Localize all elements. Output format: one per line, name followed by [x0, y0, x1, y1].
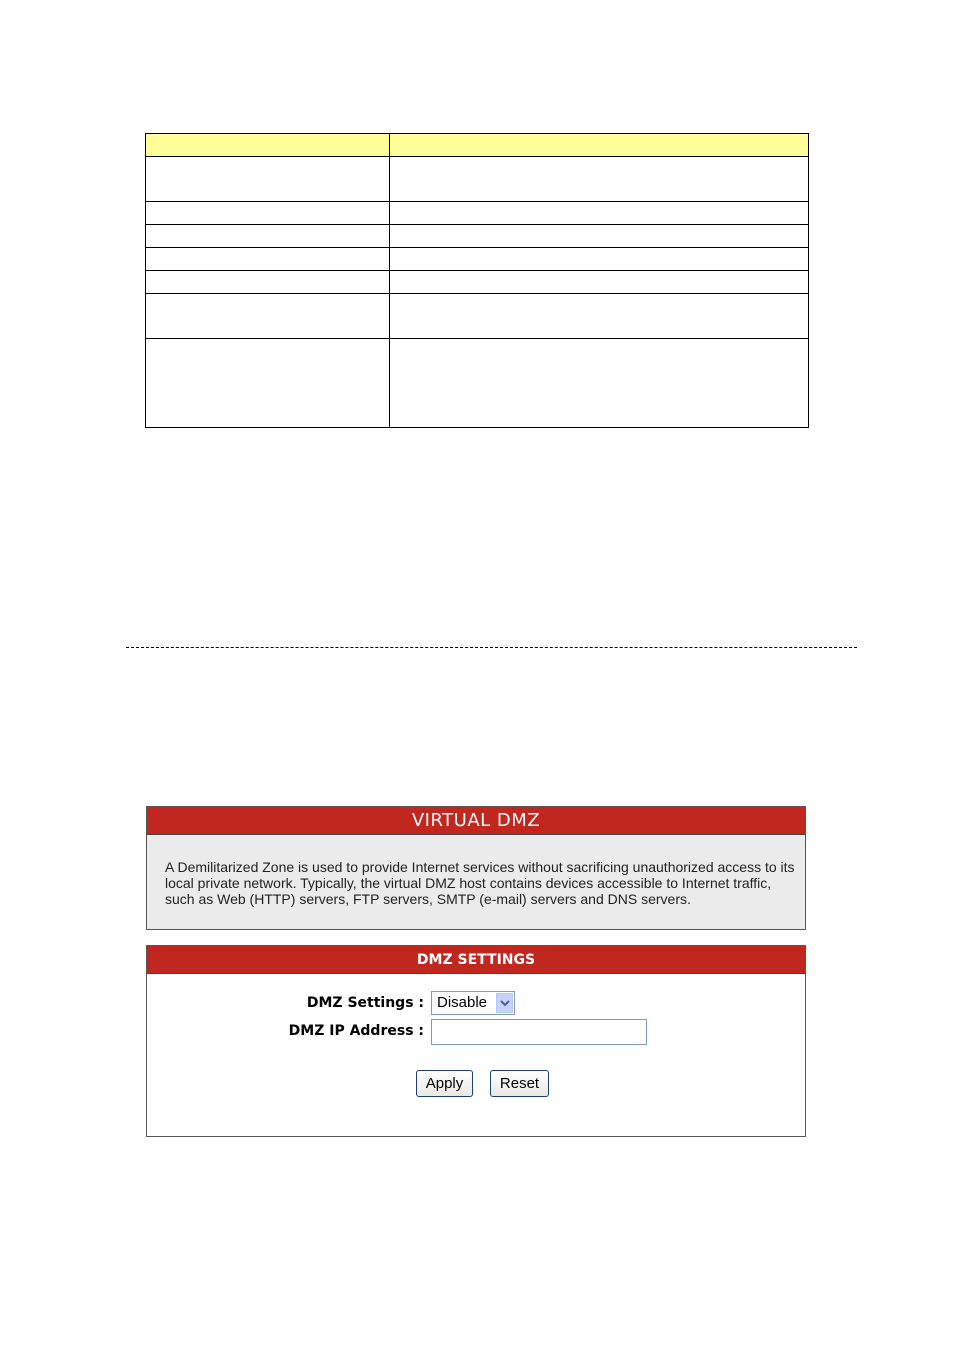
table-header-cell: [390, 134, 809, 157]
dmz-settings-select[interactable]: [431, 991, 515, 1015]
section-divider: [126, 647, 857, 648]
dmz-settings-row: [147, 991, 805, 1017]
dmz-settings-panel: [146, 945, 806, 1137]
dmz-settings-value: Disable: [437, 994, 488, 1011]
chevron-down-icon[interactable]: [496, 993, 513, 1013]
table-row: [146, 294, 809, 339]
dmz-ip-label: DMZ IP Address :: [288, 1023, 424, 1039]
table-row: [146, 225, 809, 248]
table-header-cell: [146, 134, 390, 157]
table-row: [146, 271, 809, 294]
dmz-settings-label: DMZ Settings :: [306, 995, 424, 1011]
table-row: [146, 248, 809, 271]
virtual-dmz-description: A Demilitarized Zone is used to provide Internet services without sacrificing unauthorized access to its local private network. Typically, the virtual DMZ host contains devices accessible to Internet traffic, such as Web (HTTP) servers, FTP servers, SMTP (e-mail) servers and DNS servers.: [165, 859, 795, 907]
reset-button[interactable]: Reset: [490, 1070, 549, 1097]
table-row: [146, 202, 809, 225]
table-row: [146, 339, 809, 428]
dmz-ip-row: [147, 1019, 805, 1045]
table-header-row: [146, 134, 809, 157]
parameter-table: [145, 133, 809, 428]
table-row: [146, 157, 809, 202]
apply-button[interactable]: Apply: [416, 1070, 473, 1097]
dmz-settings-title: DMZ SETTINGS: [147, 946, 805, 974]
dmz-ip-input[interactable]: [431, 1019, 647, 1045]
virtual-dmz-title: VIRTUAL DMZ: [147, 807, 805, 835]
virtual-dmz-panel: [146, 806, 806, 930]
